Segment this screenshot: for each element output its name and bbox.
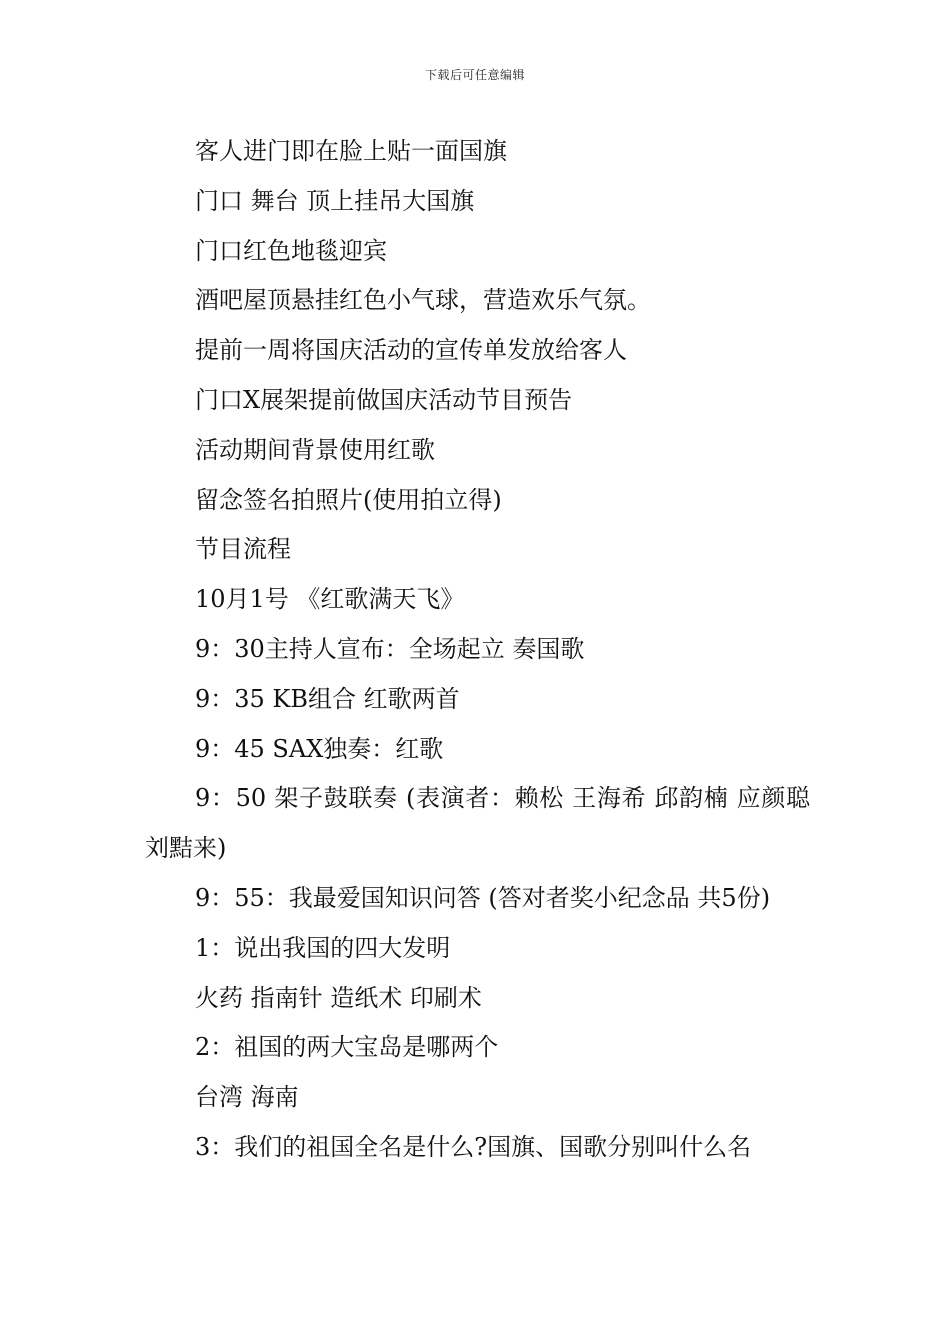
text-line: 门口X展架提前做国庆活动节目预告 xyxy=(195,385,573,414)
text-line: 留念签名拍照片(使用拍立得) xyxy=(195,485,502,514)
program-item-drum: 9：50 架子鼓联奏 (表演者：赖松 王海希 邱韵楠 应颜聪 刘黠来) xyxy=(145,784,810,863)
quiz-question: 2：祖国的两大宝岛是哪两个 xyxy=(195,1033,499,1062)
document-body xyxy=(145,127,810,1173)
header-note: 下载后可任意编辑 xyxy=(424,68,525,82)
quiz-answer: 火药 指南针 造纸术 印刷术 xyxy=(195,983,482,1012)
program-item-quiz: 9：55：我最爱国知识问答 (答对者奖小纪念品 共5份) xyxy=(195,883,771,912)
program-item: 9：45 SAX独奏：红歌 xyxy=(195,734,444,763)
text-line: 提前一周将国庆活动的宣传单发放给客人 xyxy=(195,336,627,365)
text-line: 酒吧屋顶悬挂红色小气球，营造欢乐气氛。 xyxy=(195,286,651,315)
text-line: 客人进门即在脸上贴一面国旗 xyxy=(195,137,507,165)
text-line: 门口红色地毯迎宾 xyxy=(195,236,387,265)
program-item: 9：35 KB组合 红歌两首 xyxy=(195,684,460,713)
program-item: 9：30主持人宣布：全场起立 奏国歌 xyxy=(195,634,585,663)
text-line: 门口 舞台 顶上挂吊大国旗 xyxy=(195,186,475,215)
quiz-question: 1：说出我国的四大发明 xyxy=(195,933,451,962)
quiz-question: 3：我们的祖国全名是什么?国旗、国歌分别叫什么名 xyxy=(195,1132,752,1161)
program-date-title: 10月1号 《红歌满天飞》 xyxy=(195,585,465,614)
section-heading: 节目流程 xyxy=(195,535,291,564)
quiz-answer: 台湾 海南 xyxy=(195,1083,299,1112)
text-line: 活动期间背景使用红歌 xyxy=(195,435,435,464)
